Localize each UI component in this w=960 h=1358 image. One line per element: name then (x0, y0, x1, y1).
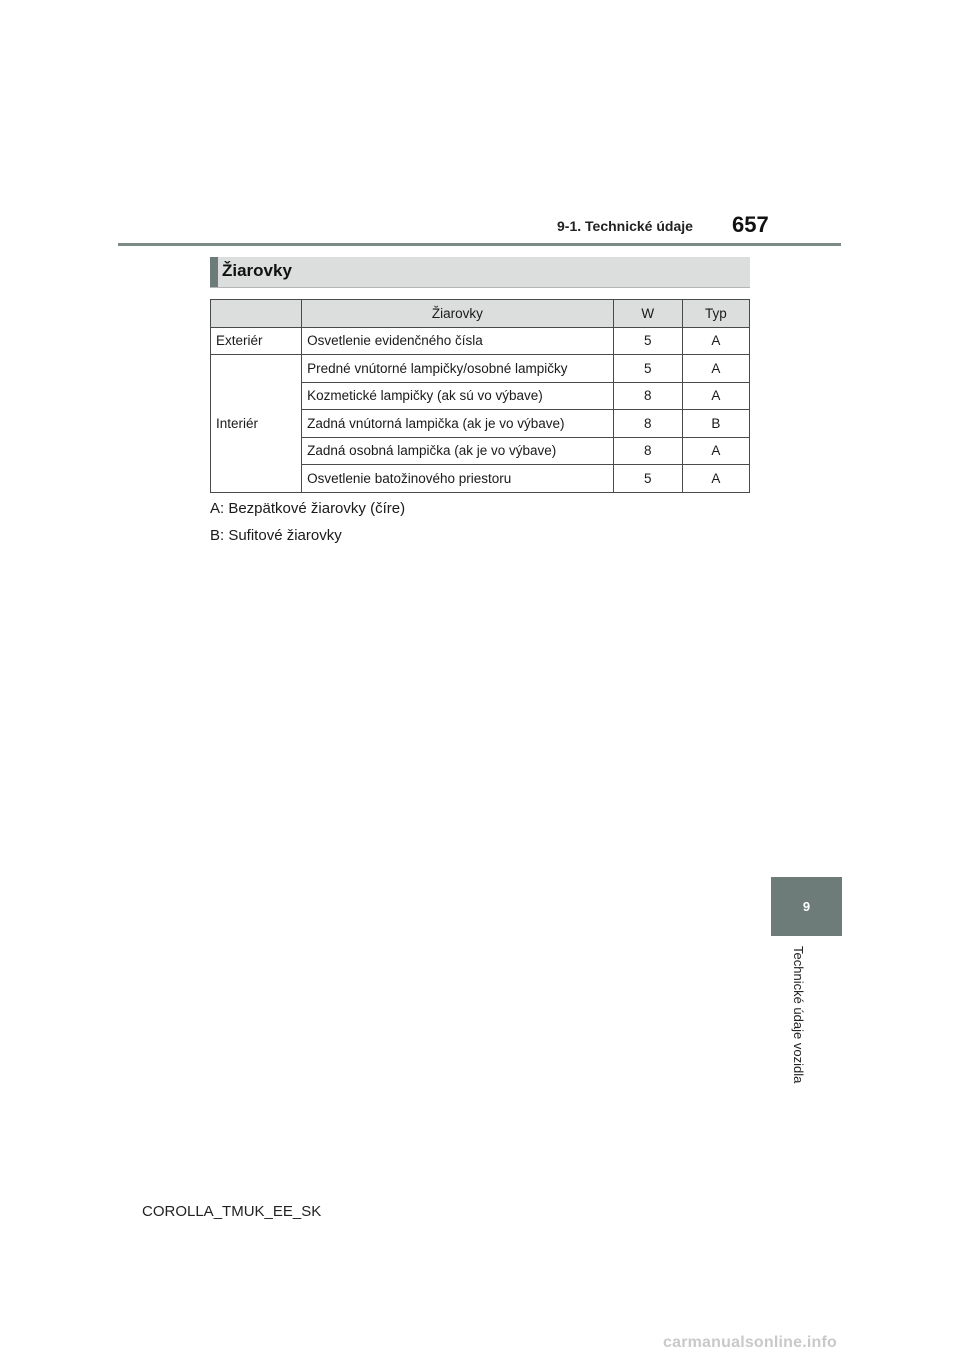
bulb-type: A (682, 382, 749, 410)
bulb-type: A (682, 437, 749, 465)
chapter-tab: 9 (771, 877, 842, 936)
header-category (211, 300, 302, 328)
chapter-tab-label: Technické údaje vozidla (791, 946, 806, 1084)
bulbs-table (210, 299, 750, 493)
bulb-watt: 8 (613, 382, 682, 410)
section-title: Žiarovky (222, 261, 292, 280)
header-type: Typ (682, 300, 749, 328)
table-row (211, 355, 750, 383)
footer-document-code: COROLLA_TMUK_EE_SK (142, 1203, 322, 1220)
bulb-name: Osvetlenie batožinového priestoru (302, 465, 614, 493)
bulb-name: Zadná osobná lampička (ak je vo výbave) (302, 437, 614, 465)
bulb-watt: 8 (613, 410, 682, 438)
bulb-watt: 5 (613, 327, 682, 355)
legend-b: B: Sufitové žiarovky (210, 527, 342, 544)
category-interior: Interiér (211, 355, 302, 493)
table-row (211, 327, 750, 355)
bulb-watt: 8 (613, 437, 682, 465)
header-section-title: 9-1. Technické údaje (557, 218, 693, 234)
bulb-name: Zadná vnútorná lampička (ak je vo výbave) (302, 410, 614, 438)
bulb-type: A (682, 465, 749, 493)
category-exterior: Exteriér (211, 327, 302, 355)
bulb-type: A (682, 355, 749, 383)
page-number: 657 (732, 212, 769, 237)
legend-a: A: Bezpätkové žiarovky (číre) (210, 500, 406, 517)
bulb-watt: 5 (613, 355, 682, 383)
section-title-bar (210, 257, 750, 288)
watermark: carmanualsonline.info (663, 1334, 838, 1351)
bulb-watt: 5 (613, 465, 682, 493)
bulb-type: B (682, 410, 749, 438)
header-rule (118, 243, 841, 246)
table-header-row (211, 300, 750, 328)
header-watt: W (613, 300, 682, 328)
header-bulbs: Žiarovky (302, 300, 614, 328)
bulb-name: Predné vnútorné lampičky/osobné lampičky (302, 355, 614, 383)
section-accent (210, 257, 218, 287)
bulb-name: Kozmetické lampičky (ak sú vo výbave) (302, 382, 614, 410)
bulb-name: Osvetlenie evidenčného čísla (302, 327, 614, 355)
bulb-type: A (682, 327, 749, 355)
